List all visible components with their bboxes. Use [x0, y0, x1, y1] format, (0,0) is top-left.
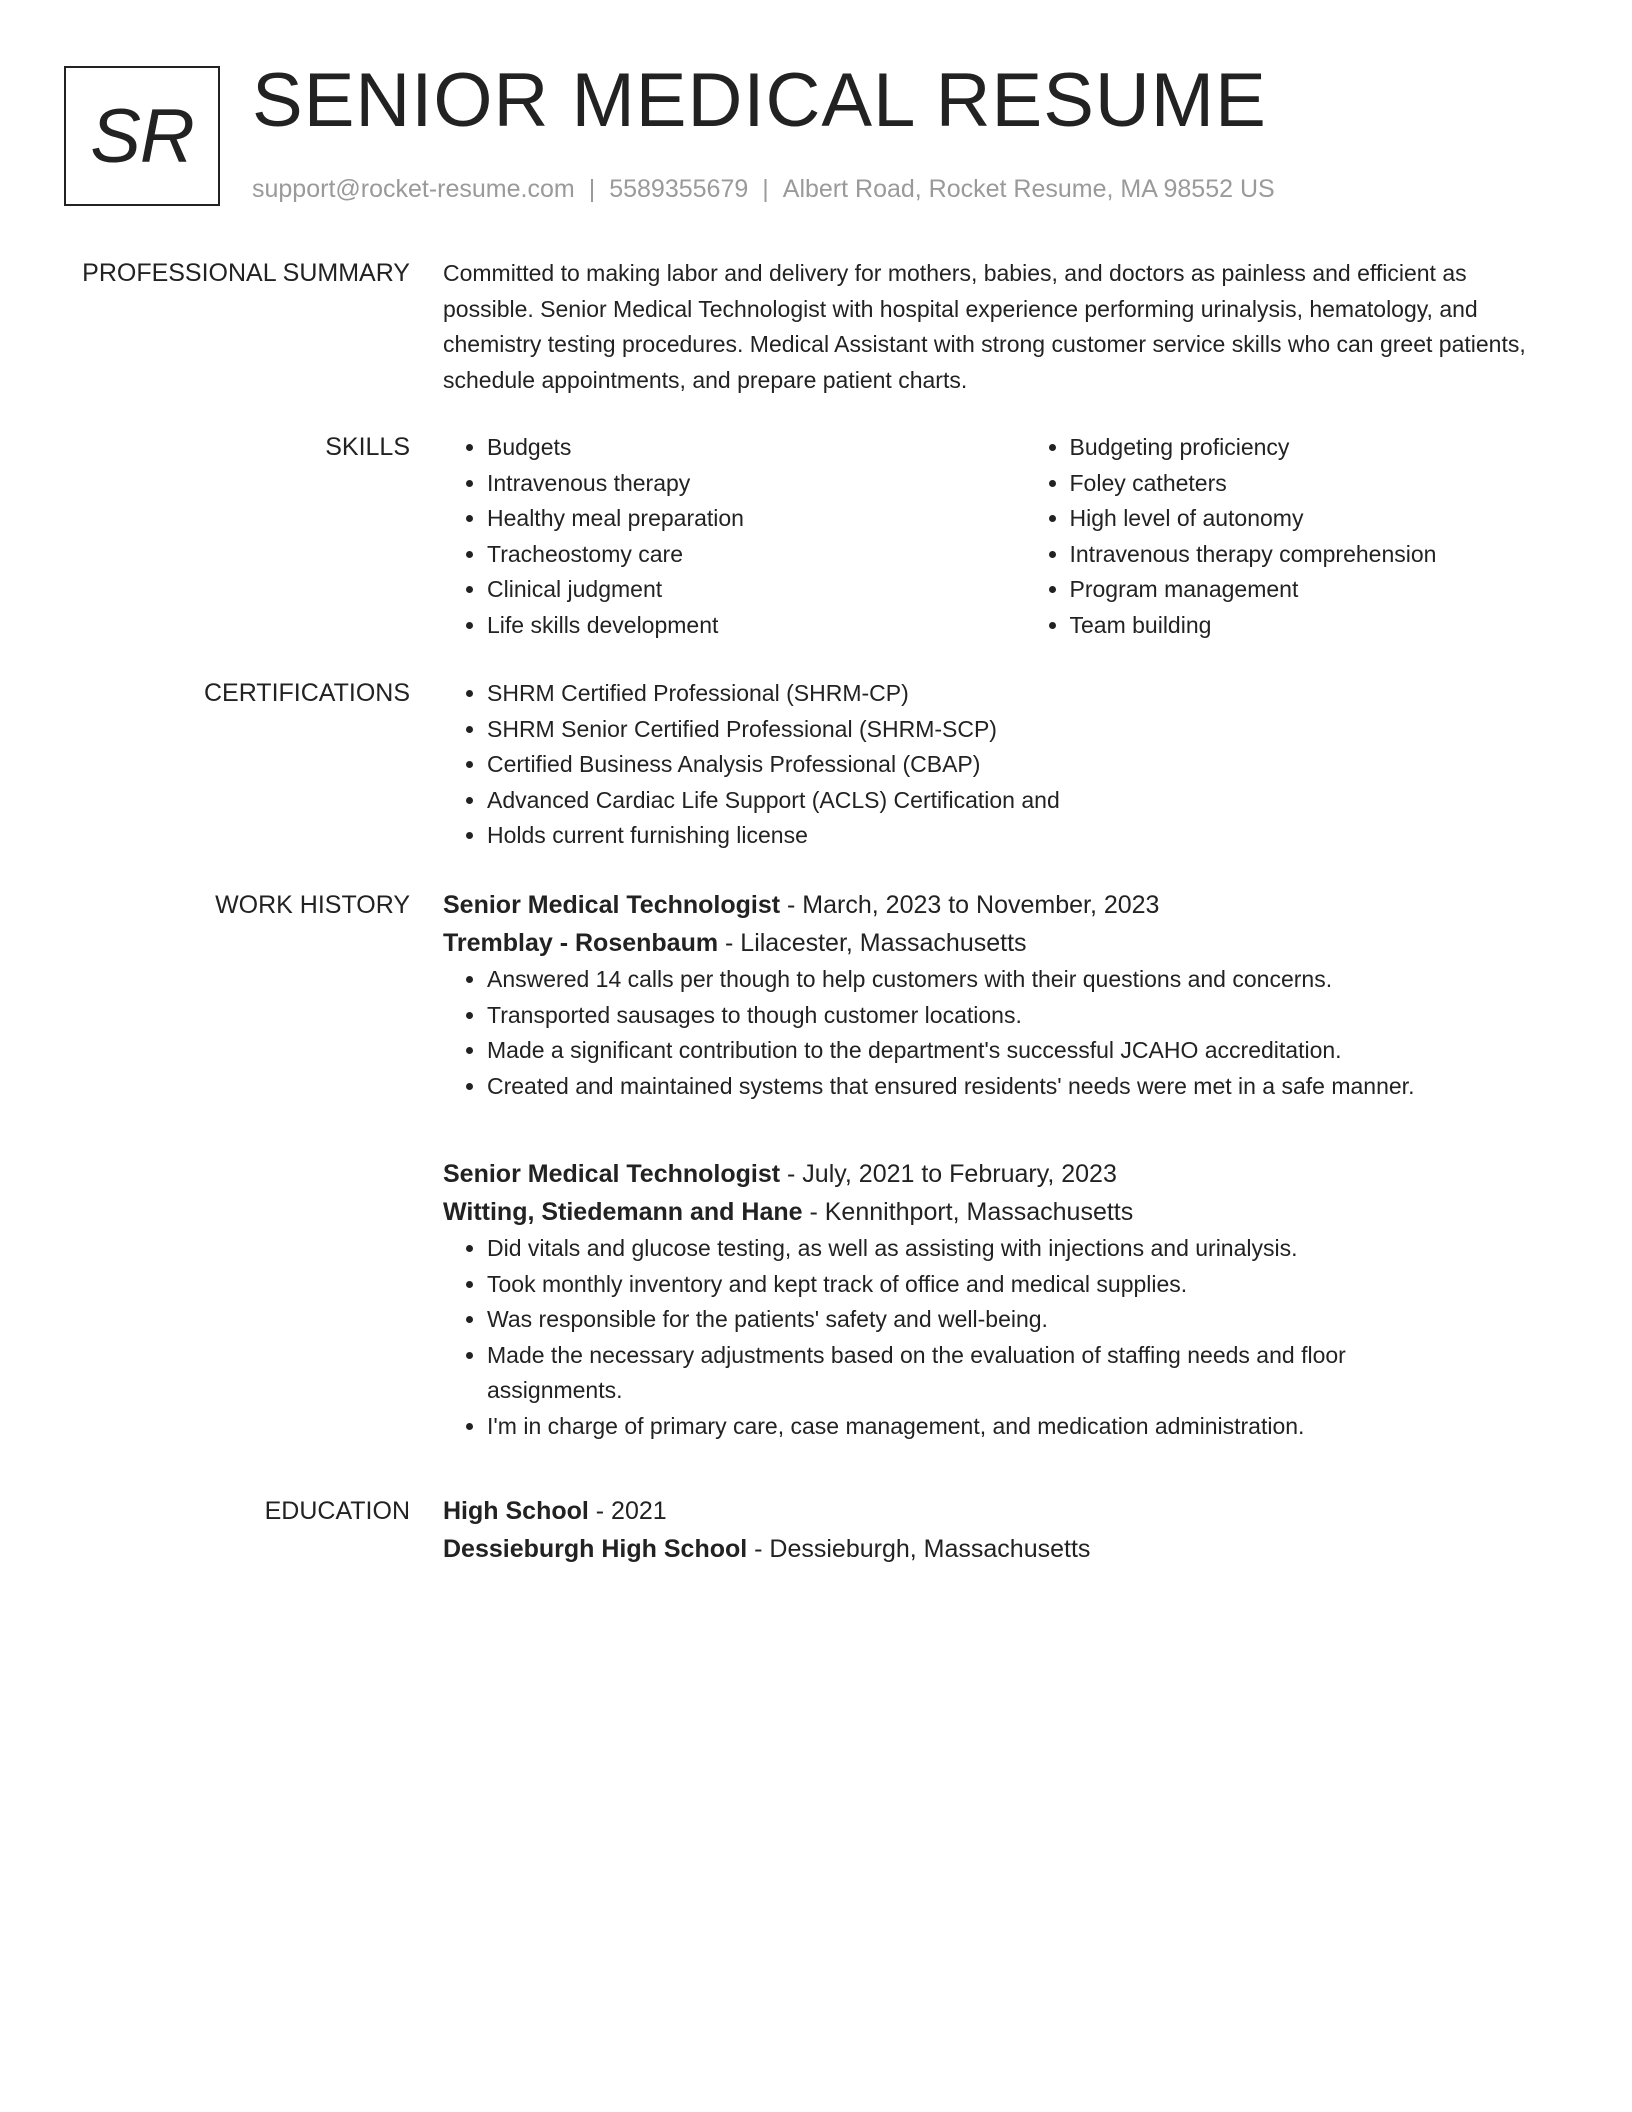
certifications-section	[443, 676, 1563, 854]
section-label-education: EDUCATION	[264, 1497, 410, 1525]
job-bullet: • I'm in charge of primary care, case management, and medication administration.	[487, 1409, 1487, 1445]
job-location: - Lilacester, Massachusetts	[718, 929, 1027, 957]
skill-item: • Program management	[1070, 572, 1564, 608]
skill-item: • High level of autonomy	[1070, 501, 1564, 537]
job-title-line	[443, 886, 1563, 924]
job-bullet: • Transported sausages to though customer locations.	[487, 998, 1563, 1034]
contact-line	[252, 172, 1275, 206]
skill-item: • Healthy meal preparation	[487, 501, 981, 537]
job-bullet: • Answered 14 calls per though to help customers with their questions and concerns.	[487, 962, 1563, 998]
skill-item: • Clinical judgment	[487, 572, 981, 608]
certification-item: • Certified Business Analysis Professional (CBAP)	[487, 747, 1563, 783]
section-label-certifications: CERTIFICATIONS	[203, 679, 410, 707]
job-title: Senior Medical Technologist	[443, 891, 781, 919]
education-school: Dessieburgh High School	[443, 1535, 748, 1563]
skill-item: • Intravenous therapy	[487, 466, 981, 502]
skills-list-right	[1026, 430, 1564, 643]
skill-item: • Foley catheters	[1070, 466, 1564, 502]
contact-phone: 5589355679	[609, 175, 749, 203]
certifications-list	[443, 676, 1563, 854]
section-label-work-history: WORK HISTORY	[215, 891, 410, 919]
job-location: - Kennithport, Massachusetts	[802, 1198, 1134, 1226]
job-dates: - March, 2023 to November, 2023	[780, 891, 1160, 919]
contact-email: support@rocket-resume.com	[252, 175, 575, 203]
certification-item: • SHRM Certified Professional (SHRM-CP)	[487, 676, 1563, 712]
job-bullet: • Was responsible for the patients' safety and well-being.	[487, 1302, 1487, 1338]
certification-item: • Holds current furnishing license	[487, 818, 1563, 854]
job-company: Witting, Stiedemann and Hane	[443, 1198, 803, 1226]
skill-item: • Team building	[1070, 608, 1564, 644]
education-year: - 2021	[588, 1497, 667, 1525]
job-entry	[443, 886, 1563, 1104]
job-entry	[443, 1155, 1563, 1444]
job-org-line	[443, 1193, 1563, 1231]
job-bullet: • Did vitals and glucose testing, as well as assisting with injections and urinalysis.	[487, 1231, 1487, 1267]
job-bullet: • Made a significant contribution to the department's successful JCAHO accreditation.	[487, 1033, 1563, 1069]
skill-item: • Tracheostomy care	[487, 537, 981, 573]
contact-separator: |	[588, 175, 596, 203]
skills-section	[443, 430, 1563, 643]
certification-item: • Advanced Cardiac Life Support (ACLS) Certification and	[487, 783, 1563, 819]
skills-list-left	[443, 430, 981, 643]
job-bullets	[443, 1231, 1487, 1444]
skill-item: • Budgeting proficiency	[1070, 430, 1564, 466]
summary-text: Committed to making labor and delivery for mothers, babies, and doctors as painless and efficient as possible. Senior Medical Technologist with hospital experience performing urinalysis, hematology, and chemistry testing procedures. Medical Assistant with strong customer service skills who can greet patients, schedule appointments, and prepare patient charts.	[443, 260, 1526, 393]
job-bullet: • Created and maintained systems that ensured residents' needs were met in a safe manner.	[487, 1069, 1563, 1105]
section-label-skills: SKILLS	[325, 433, 410, 461]
job-title: Senior Medical Technologist	[443, 1160, 781, 1188]
education-section	[443, 1492, 1563, 1568]
summary-section	[443, 256, 1551, 398]
job-bullet: • Took monthly inventory and kept track of office and medical supplies.	[487, 1267, 1487, 1303]
contact-separator: |	[762, 175, 769, 203]
job-company: Tremblay - Rosenbaum	[443, 929, 719, 957]
job-bullet: • Made the necessary adjustments based on the evaluation of staffing needs and floor assignments.	[487, 1338, 1487, 1409]
contact-address: Albert Road, Rocket Resume, MA 98552 US	[782, 175, 1275, 203]
skills-grid	[443, 430, 1563, 643]
education-school-line	[443, 1530, 1563, 1568]
skill-item: • Life skills development	[487, 608, 981, 644]
monogram-logo: SR	[64, 66, 220, 206]
certification-item: • SHRM Senior Certified Professional (SHRM-SCP)	[487, 712, 1563, 748]
job-title-line	[443, 1155, 1563, 1193]
resume-title: SENIOR MEDICAL RESUME	[252, 58, 1267, 143]
skill-item: • Budgets	[487, 430, 981, 466]
education-location: - Dessieburgh, Massachusetts	[747, 1535, 1091, 1563]
skill-item: • Intravenous therapy comprehension	[1070, 537, 1564, 573]
job-dates: - July, 2021 to February, 2023	[780, 1160, 1117, 1188]
job-org-line	[443, 924, 1563, 962]
education-degree: High School	[443, 1497, 589, 1525]
job-bullets	[443, 962, 1563, 1104]
section-label-summary: PROFESSIONAL SUMMARY	[82, 259, 410, 287]
education-degree-line	[443, 1492, 1563, 1530]
